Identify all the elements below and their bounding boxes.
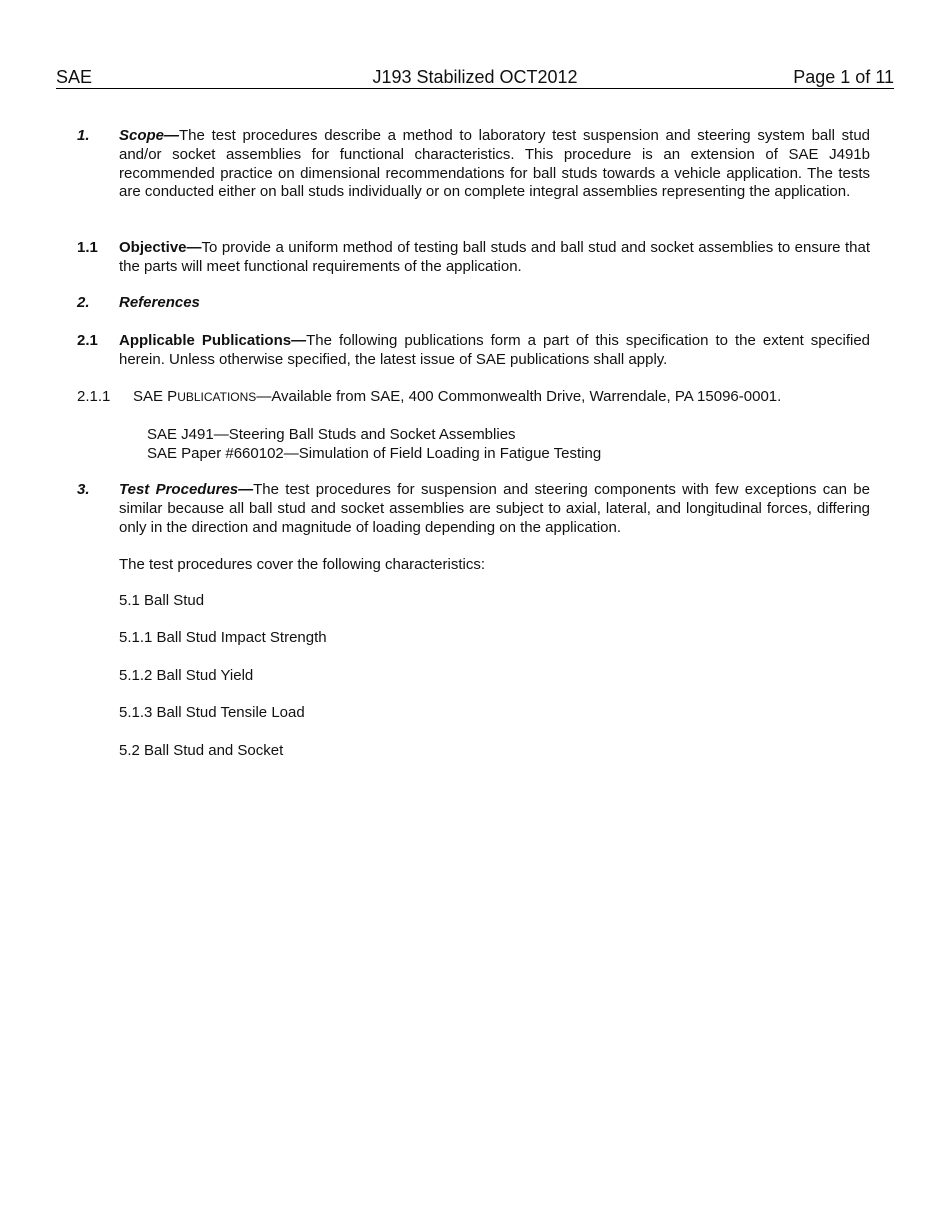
- section-number: 3.: [77, 481, 90, 498]
- section-text: The test procedures for suspension and steering components with few exceptions can be similar because all ball stud and socket assemblies are subject to axial, lateral, and longitudinal forces, differing only in the direction and magnitude of loading depending on the application.: [119, 481, 870, 536]
- reference-item: SAE Paper #660102—Simulation of Field Loading in Fatigue Testing: [147, 444, 602, 462]
- section-body: [119, 127, 870, 202]
- page-header: [56, 66, 894, 89]
- section-text: The following publications form a part of this specification to the extent specified herein. Unless otherwise specified, the latest issue of SAE publications shall apply.: [119, 332, 871, 368]
- section-title: Scope—: [119, 127, 180, 144]
- section-number: 2.1: [77, 332, 98, 349]
- header-org: SAE: [56, 67, 93, 87]
- characteristic-item: 5.1.3 Ball Stud Tensile Load: [119, 704, 305, 721]
- section-title: References: [119, 294, 200, 311]
- section-body: [133, 388, 870, 407]
- characteristic-item: 5.1.1 Ball Stud Impact Strength: [119, 629, 327, 646]
- section-objective: [77, 239, 870, 277]
- section-test-procedures: [77, 481, 870, 537]
- section-text: The test procedures describe a method to laboratory test suspension and steering system ball stud and/or socket assemblies for functional characteristics. This procedure is an extension of SAE J491b recommended practice on dimensional recommendations for ball studs towards a vehicle application. The tests are conducted either on ball studs individually or on complete integral assemblies representing the application.: [119, 127, 870, 201]
- reference-item: SAE J491—Steering Ball Studs and Socket Assemblies: [147, 426, 516, 443]
- section-number: 1.: [77, 127, 90, 144]
- section-body: [119, 481, 870, 537]
- section-number: 2.: [77, 294, 90, 311]
- section-number: 1.1: [77, 239, 98, 256]
- section-text: —Available from SAE, 400 Commonwealth Drive, Warrendale, PA 15096-0001.: [256, 388, 782, 405]
- characteristic-item: 5.2 Ball Stud and Socket: [119, 742, 284, 759]
- header-doc-id: J193 Stabilized OCT2012: [372, 67, 578, 87]
- section-sae-publications: [77, 388, 870, 407]
- header-page-number: Page 1 of 11: [793, 67, 894, 87]
- section-body: [119, 294, 870, 313]
- section-title: SAE P: [133, 388, 178, 405]
- characteristic-item: 5.1 Ball Stud: [119, 592, 205, 609]
- characteristic-item: 5.1.2 Ball Stud Yield: [119, 667, 254, 684]
- section-body: [119, 239, 870, 277]
- section-body: [119, 332, 870, 370]
- section-title: Objective—: [119, 239, 202, 256]
- section-title: Test Procedures—: [119, 481, 254, 498]
- section-title: Applicable Publications—: [119, 332, 307, 349]
- characteristics-intro: The test procedures cover the following characteristics:: [119, 556, 485, 573]
- section-scope: [77, 127, 870, 202]
- reference-list: [147, 426, 601, 464]
- section-text: To provide a uniform method of testing ball studs and ball stud and socket assemblies to ensure that the parts will meet functional requirements of the application.: [119, 239, 870, 275]
- section-applicable-publications: [77, 332, 870, 370]
- section-title-smallcaps: UBLICATIONS: [177, 390, 257, 404]
- section-number: 2.1.1: [77, 388, 111, 405]
- section-references: [77, 294, 870, 313]
